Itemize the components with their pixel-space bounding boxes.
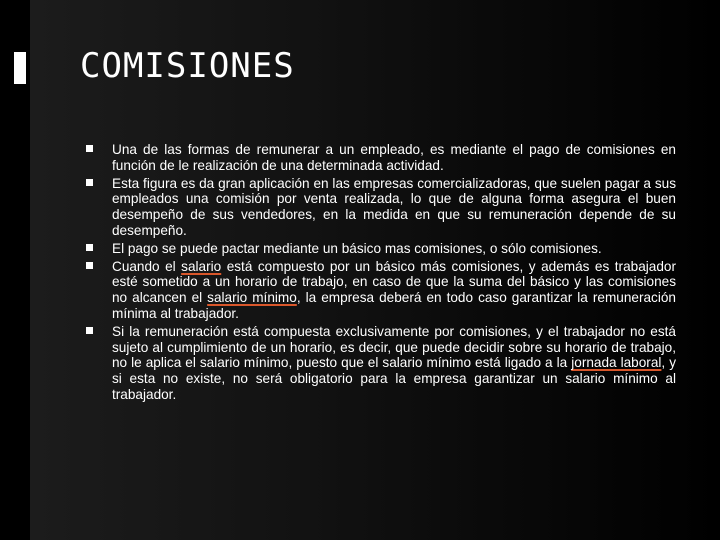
bullet-list xyxy=(86,142,676,405)
bullet-item-4 xyxy=(86,259,676,322)
bullet-text-part: Si la remuneración está compuesta exclusivamente por comisiones, y el trabajador no está sujeto al cumplimiento de un horario, es decir, que puede decidir sobre su horario de trabajo, no le aplica el salario mínimo, puesto que el salario mínimo está ligado a la xyxy=(112,323,676,371)
square-bullet-icon xyxy=(86,244,93,251)
square-bullet-icon xyxy=(86,327,93,334)
title-accent-bar xyxy=(14,52,26,84)
square-bullet-icon xyxy=(86,262,93,269)
salario-minimo-link[interactable]: salario mínimo xyxy=(207,290,297,306)
bullet-item-5 xyxy=(86,324,676,403)
bullet-text-part: , la empresa deberá en todo caso garantizar la remuneración mínima al trabajador. xyxy=(112,290,676,321)
bullet-text-part: está compuesto por un básico más comisiones, y además es trabajador esté sometido a un horario de trabajo, en caso de que la suma del básico y las comisiones no alcancen el xyxy=(112,258,676,306)
bullet-text: Una de las formas de remunerar a un empleado, es mediante el pago de comisiones en función de le realización de una determinada actividad. xyxy=(112,142,676,173)
bullet-text-part: , y si esta no existe, no será obligatorio para la empresa garantizar un salario mínimo al trabajador. xyxy=(112,355,676,402)
square-bullet-icon xyxy=(86,179,93,186)
salario-link[interactable]: salario xyxy=(181,258,222,274)
square-bullet-icon xyxy=(86,145,93,152)
bullet-item-3 xyxy=(86,241,676,257)
jornada-laboral-link[interactable]: jornada laboral xyxy=(571,355,662,371)
bullet-item-1 xyxy=(86,142,676,174)
bullet-text-part: Cuando el xyxy=(112,258,182,274)
bullet-text: Esta figura es da gran aplicación en las empresas comercializadoras, que suelen pagar a sus empleados una comisión por venta realizada, lo que de alguna forma asegura el buen desempeño de sus vendedores, en la medida en que su remuneración depende de su desempeño. xyxy=(112,175,676,238)
bullet-item-2 xyxy=(86,176,676,239)
slide-title: COMISIONES xyxy=(80,46,295,86)
bullet-text: El pago se puede pactar mediante un básico mas comisiones, o sólo comisiones. xyxy=(112,240,602,256)
